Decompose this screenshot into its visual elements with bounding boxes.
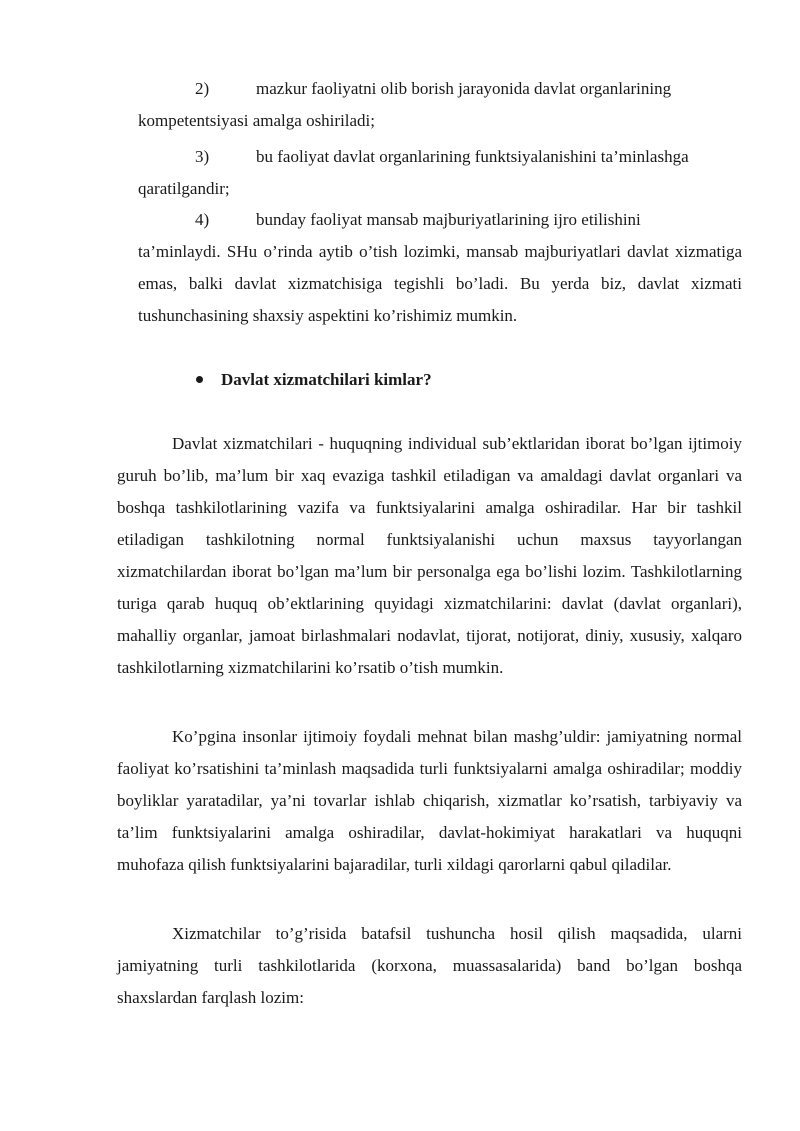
item-continuation: kompetentsiyasi amalga oshiriladi; [138, 111, 376, 130]
item-number: 2) [195, 79, 210, 98]
numbered-item-4 [138, 204, 742, 332]
item-continuation: qaratilgandir; [138, 179, 230, 198]
item-first-line: mazkur faoliyatni olib borish jarayonida davlat organlarining [256, 79, 672, 98]
item-number: 3) [195, 147, 210, 166]
paragraph: Ko’pgina insonlar ijtimoiy foydali mehnat bilan mashg’uldir: jamiyatning normal faoliyat ko’rsatishini ta’minlash maqsadida turli funktsiyalarni amalga oshiradilar; moddiy boyliklar yaratadilar, ya’ni tovarlar ishlab chiqarish, xizmatlar ko’rsatish, tarbiyaviy va ta’lim funktsiyalarini amalga oshiradilar, davlat-hokimiyat harakatlari va huquqni muhofaza qilish funktsiyalarini bajaradilar, turli xildagi qarorlarni qabul qiladilar. [117, 727, 742, 874]
paragraph: Xizmatchilar to’g’risida batafsil tushuncha hosil qilish maqsadida, ularni jamiyatning turli tashkilotlarida (korxona, muassasalarida) band bo’lgan boshqa shaxslardan farqlash lozim: [117, 924, 742, 1007]
item-continuation: ta’minlaydi. SHu o’rinda aytib o’tish lozimki, mansab majburiyatlari davlat xizmatiga emas, balki davlat xizmatchisiga tegishli bo’ladi. Bu yerda biz, davlat xizmati tushunchasining shaxsiy aspektini ko’rishimiz mumkin. [138, 242, 742, 325]
bullet-icon [196, 376, 203, 383]
numbered-item-2 [138, 73, 742, 137]
item-first-line: bunday faoliyat mansab majburiyatlarining ijro etilishini [256, 210, 641, 229]
item-number: 4) [195, 210, 210, 229]
section-heading [196, 364, 432, 396]
paragraph: Davlat xizmatchilari - huquqning individual sub’ektlaridan iborat bo’lgan ijtimoiy guruh bo’lib, ma’lum bir xaq evaziga tashkil etiladigan va amaldagi davlat organlari va boshqa tashkilotlarining vazifa va funktsiyalarini amalga oshiradilar. Har bir tashkil etiladigan tashkilotning normal funktsiyalanishi uchun maxsus tayyorlangan xizmatchilardan iborat bo’lgan ma’lum bir personalga ega bo’lishi lozim. Tashkilotlarning turiga qarab huquq ob’ektlarining quyidagi xizmatchilarini: davlat (davlat organlari), mahalliy organlar, jamoat birlashmalari nodavlat, tijorat, notijorat, diniy, xususiy, xalqaro tashkilotlarning xizmatchilarini ko’rsatib o’tish mumkin. [117, 434, 742, 677]
heading-text: Davlat xizmatchilari kimlar? [221, 370, 432, 389]
item-first-line: bu faoliyat davlat organlarining funktsiyalanishini ta’minlashga [256, 147, 689, 166]
numbered-item-3 [138, 141, 742, 205]
